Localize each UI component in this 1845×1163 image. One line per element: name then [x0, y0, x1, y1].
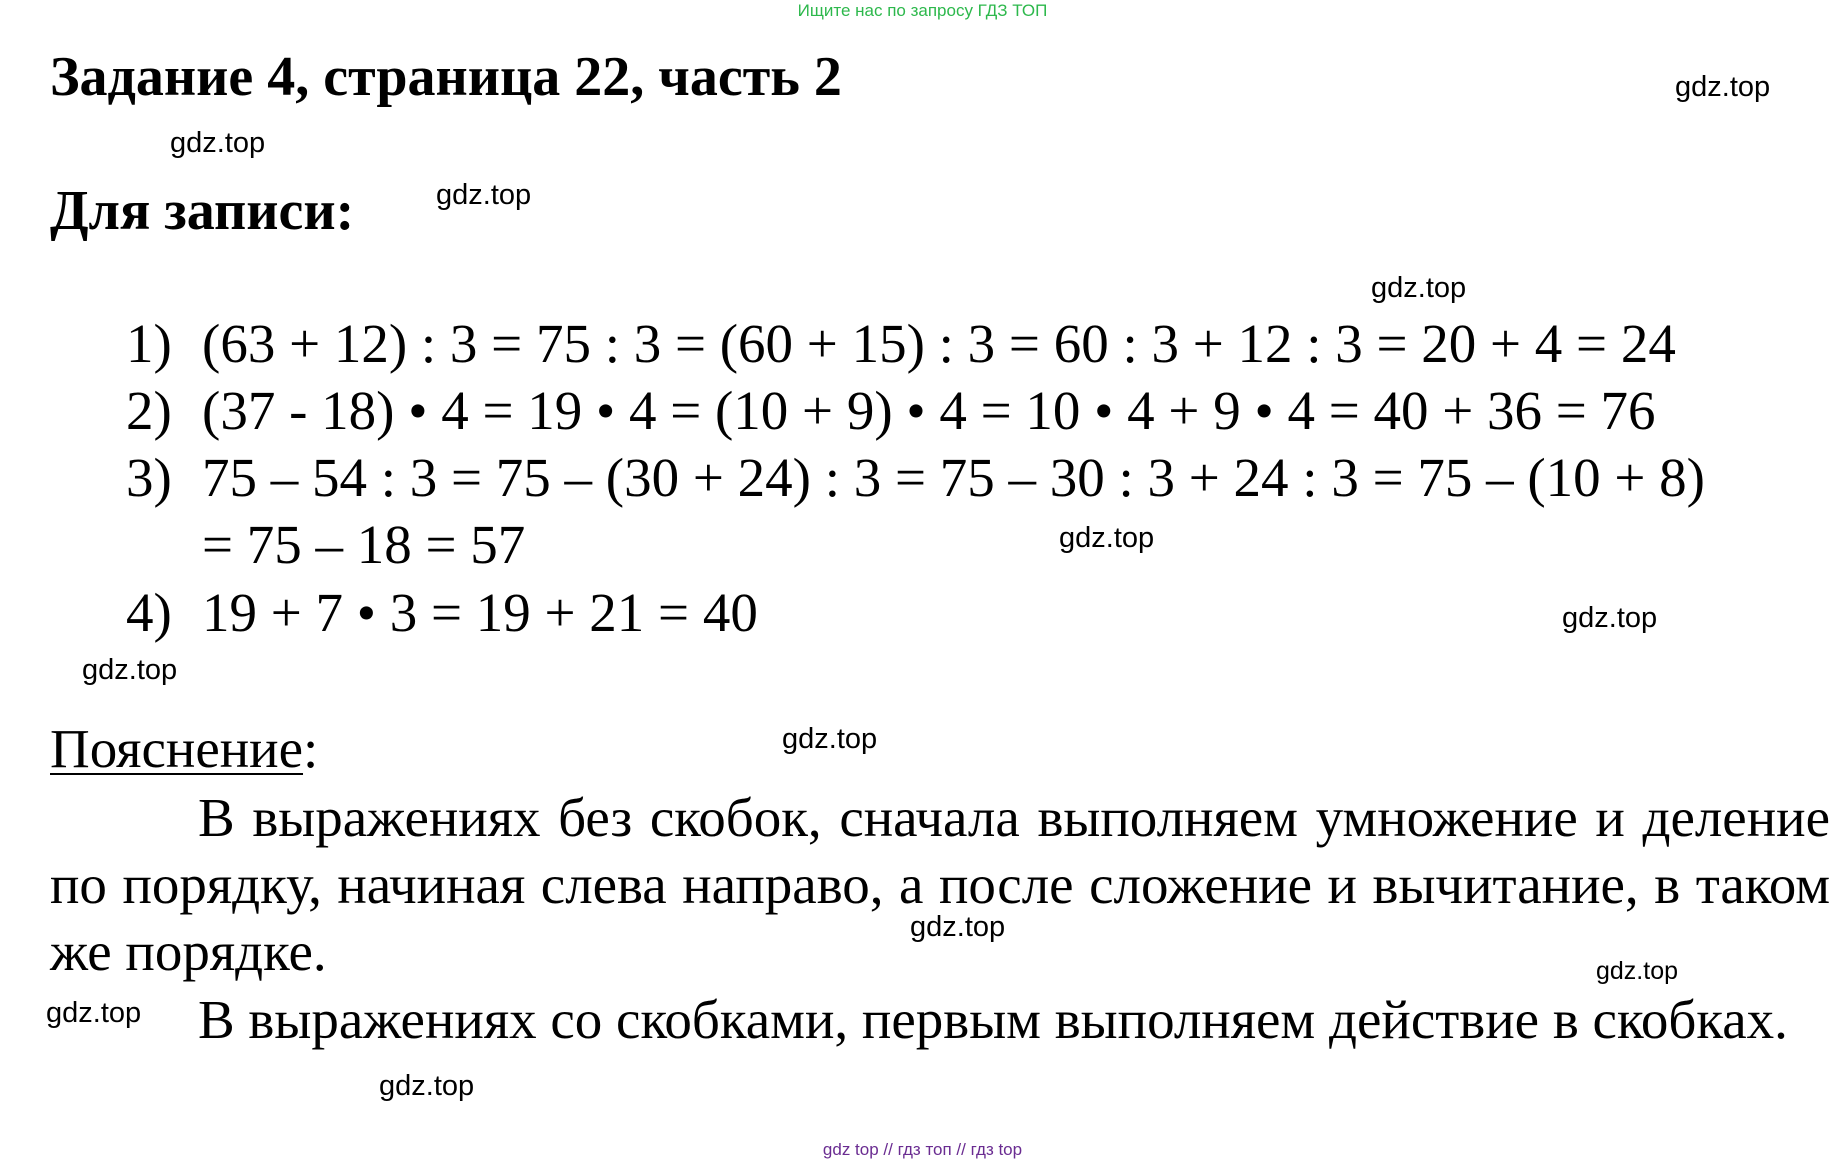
- equation-number: 2): [126, 380, 172, 441]
- equation-text: (63 + 12) : 3 = 75 : 3 = (60 + 15) : 3 = 60 : 3 + 12 : 3 = 20 + 4 = 24: [202, 313, 1676, 374]
- equation-text: = 75 – 18 = 57: [202, 514, 526, 575]
- watermark: gdz.top: [1675, 71, 1771, 103]
- watermark: gdz.top: [46, 997, 142, 1029]
- watermark: gdz.top: [910, 911, 1006, 943]
- watermark: gdz.top: [82, 654, 178, 686]
- watermark: gdz.top: [782, 723, 878, 755]
- watermark: gdz.top: [379, 1070, 475, 1102]
- watermark: gdz.top: [1059, 522, 1155, 554]
- explanation-colon: :: [303, 718, 319, 779]
- equation-number: 4): [126, 582, 172, 643]
- equation-number: 3): [126, 447, 172, 508]
- top-banner[interactable]: Ищите нас по запросу ГДЗ ТОП: [797, 1, 1048, 20]
- equation-text: 75 – 54 : 3 = 75 – (30 + 24) : 3 = 75 – 30 : 3 + 24 : 3 = 75 – (10 + 8): [202, 447, 1705, 508]
- equation-number: 1): [126, 313, 172, 374]
- explanation-paragraph-1: В выражениях без скобок, сначала выполняем умножение и деление по порядку, начиная слева направо, а после сложение и вычитание, в таком же порядке.: [50, 787, 1830, 982]
- explanation-heading: [50, 716, 318, 782]
- equation-text: (37 - 18) • 4 = 19 • 4 = (10 + 9) • 4 = 10 • 4 + 9 • 4 = 40 + 36 = 76: [202, 380, 1656, 441]
- watermark: gdz.top: [1371, 272, 1467, 304]
- section-subtitle: Для записи:: [50, 180, 355, 242]
- explanation-title: Пояснение: [50, 718, 304, 779]
- explanation-paragraph-2: В выражениях со скобками, первым выполняем действие в скобках.: [198, 989, 1788, 1050]
- equation-text: 19 + 7 • 3 = 19 + 21 = 40: [202, 582, 758, 643]
- footer-links[interactable]: gdz top // гдз топ // гдз top: [822, 1140, 1023, 1159]
- page-title: Задание 4, страница 22, часть 2: [50, 46, 842, 108]
- watermark: gdz.top: [170, 127, 266, 159]
- watermark: gdz.top: [436, 179, 532, 211]
- watermark: gdz.top: [1562, 602, 1658, 634]
- watermark: gdz.top: [1596, 957, 1679, 985]
